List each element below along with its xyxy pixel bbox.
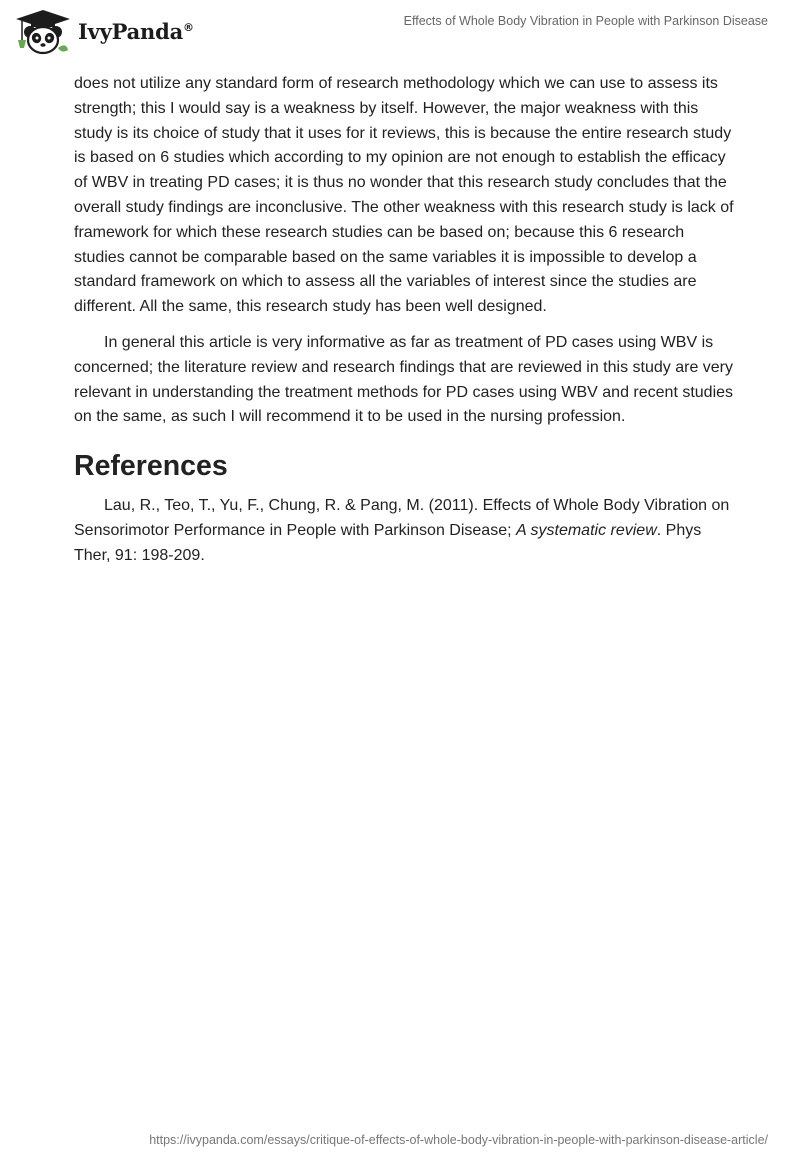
panda-graduate-icon	[14, 8, 72, 56]
brand-logo[interactable]	[14, 8, 194, 56]
body-paragraph: In general this article is very informative as far as treatment of PD cases using WBV is concerned; the literature review and research findings that are reviewed in this study are very relevant in understanding the treatment methods for PD cases using WBV and recent studies on the same, as such I will recommend it to be used in the nursing profession.	[74, 333, 734, 426]
document-title: Effects of Whole Body Vibration in People with Parkinson Disease	[403, 14, 768, 28]
references-heading: References	[74, 450, 228, 483]
page-header	[0, 0, 800, 70]
footer-source-url[interactable]: https://ivypanda.com/essays/critique-of-effects-of-whole-body-vibration-in-people-with-parkinson-disease-article/	[149, 1133, 768, 1147]
reference-text: Lau, R., Teo, T., Yu, F., Chung, R. & Pang, M. (2011). Effects of Whole Body Vibration on Sensorimotor Performance in People with Parkinson Disease;	[74, 497, 730, 539]
brand-name: IvyPanda®	[78, 18, 194, 44]
reference-source: . Phys Ther, 91: 198-209.	[74, 521, 702, 564]
registered-mark: ®	[183, 20, 194, 34]
body-paragraph: does not utilize any standard form of research methodology which we can use to assess its strength; this I would say is a weakness by itself. However, the major weakness with this study is its choice of study that it uses for it reviews, this is because the entire research study is based on 6 studies which according to my opinion are not enough to establish the efficacy of WBV in treating PD cases; it is thus no wonder that this research study concludes that the overall study findings are inconclusive. The other weakness with this research study is lack of framework for which these research studies can be based on; because this 6 research studies cannot be comparable based on the same variables it is impossible to develop a standard framework on which to assess all the variables of interest since the studies are different. All the same, this research study has been well designed.	[74, 75, 734, 316]
document-body	[74, 72, 734, 580]
reference-italic-title: A systematic review	[515, 521, 657, 539]
reference-entry	[74, 494, 734, 568]
